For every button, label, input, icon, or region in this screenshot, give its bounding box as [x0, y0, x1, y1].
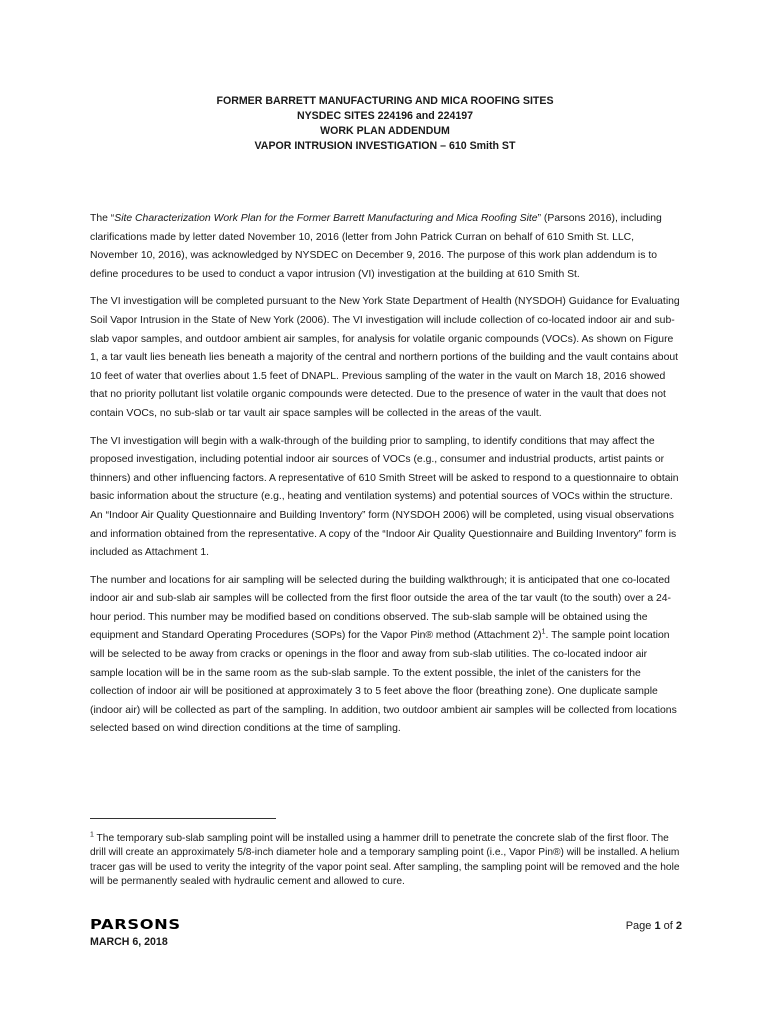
page-total: 2 [675, 920, 682, 932]
footnote-text: The temporary sub-slab sampling point will be installed using a hammer drill to penetrate the concrete slab of the first floor. The drill will create an approximately 5/8-inch diameter hole and a temporary sampling point (i.e., Vapor Pin®) will be installed. A helium tracer gas will be used to verity the integrity of the vapor point seal. After sampling, the sampling point will be removed and the hole will be permanently sealed with hydraulic cement and allowed to cure. [90, 833, 680, 888]
paragraph-air-sampling [90, 572, 682, 739]
title-line-3: WORK PLAN ADDENDUM [320, 125, 450, 137]
document-title [90, 94, 680, 154]
paragraph-text: . The sample point location will be selected to be away from cracks or openings in the floor and away from sub-slab utilities. The co-located indoor air sample location will be in the same room as the sub-slab sample. To the extent possible, the inlet of the canisters for the collection of indoor air will be positioned at approximately 3 to 5 feet above the floor (breathing zone). One duplicate sample (indoor air) will be collected as part of the sampling. In addition, two outdoor ambient air samples will be collected from locations selected based on wind direction conditions at the time of sampling. [90, 630, 677, 735]
page-of: of [660, 920, 676, 932]
footnote-divider [90, 818, 276, 819]
title-line-2: NYSDEC SITES 224196 and 224197 [296, 110, 474, 122]
title-line-4: VAPOR INTRUSION INVESTIGATION – 610 Smith ST [254, 140, 516, 152]
document-body [90, 210, 682, 748]
document-date: MARCH 6, 2018 [90, 936, 168, 948]
page-label: Page [625, 920, 655, 932]
footnote-reference: 1 [541, 629, 546, 636]
parsons-logo: PARSONS [90, 918, 181, 933]
paragraph-vi-investigation: The VI investigation will be completed pursuant to the New York State Department of Health (NYSDOH) Guidance for Evaluating Soil Vapor Intrusion in the State of New York (2006). The VI investigation will include collection of co-located indoor air and sub-slab vapor samples, and outdoor ambient air samples, for analysis for volatile organic compounds (VOCs). As shown on Figure 1, a tar vault lies beneath lies beneath a majority of the central and northern portions of the building and the vault contains about 10 feet of water that overlies about 1.5 feet of DNAPL. Previous sampling of the water in the vault on March 18, 2016 showed that no priority pollutant list volatile organic compounds were detected. Due to the presence of water in the vault that does not contain VOCs, no sub-slab or tar vault air space samples will be collected in the areas of the vault. [90, 296, 680, 419]
paragraph-text: ” (Parsons 2016), including clarifications made by letter dated November 10, 2016 (letter from John Patrick Curran on behalf of 610 Smith St. LLC, November 10, 2016), was acknowledged by NYSDEC on December 9, 2016. The purpose of this work plan addendum is to define procedures to be used to conduct a vapor intrusion (VI) investigation at the building at 610 Smith St. [90, 213, 662, 280]
title-line-1: FORMER BARRETT MANUFACTURING AND MICA ROOFING SITES [216, 95, 554, 107]
paragraph-text: The number and locations for air sampling will be selected during the building walkthrough; it is anticipated that one co-located indoor air and sub-slab air samples will be collected from the first floor outside the area of the tar vault (to the south) over a 24-hour period. This number may be modified based on conditions observed. The sub-slab sample will be obtained using the equipment and Standard Operating Procedures (SOPs) for the Vapor Pin® method (Attachment 2) [90, 574, 672, 642]
footnote-number: 1 [90, 831, 94, 839]
work-plan-title: Site Characterization Work Plan for the Former Barrett Manufacturing and Mica Roofing Site [114, 213, 538, 224]
paragraph-text: The “ [90, 213, 115, 224]
paragraph-introduction [90, 210, 682, 284]
footnote [90, 832, 682, 890]
paragraph-walkthrough: The VI investigation will begin with a walk-through of the building prior to sampling, to identify conditions that may affect the proposed investigation, including potential indoor air sources of VOCs (e.g., consumer and industrial products, artist paints or thinners) and other influencing factors. A representative of 610 Smith Street will be asked to respond to a questionnaire to obtain basic information about the structure (e.g., heating and ventilation systems) and potential sources of VOCs within the structure. An “Indoor Air Quality Questionnaire and Building Inventory” form (NYSDOH 2006) will be completed, using visual observations and information obtained from the representative. A copy of the “Indoor Air Quality Questionnaire and Building Inventory” form is included as Attachment 1. [90, 435, 679, 559]
page-number [626, 920, 682, 932]
page-current: 1 [654, 920, 661, 932]
